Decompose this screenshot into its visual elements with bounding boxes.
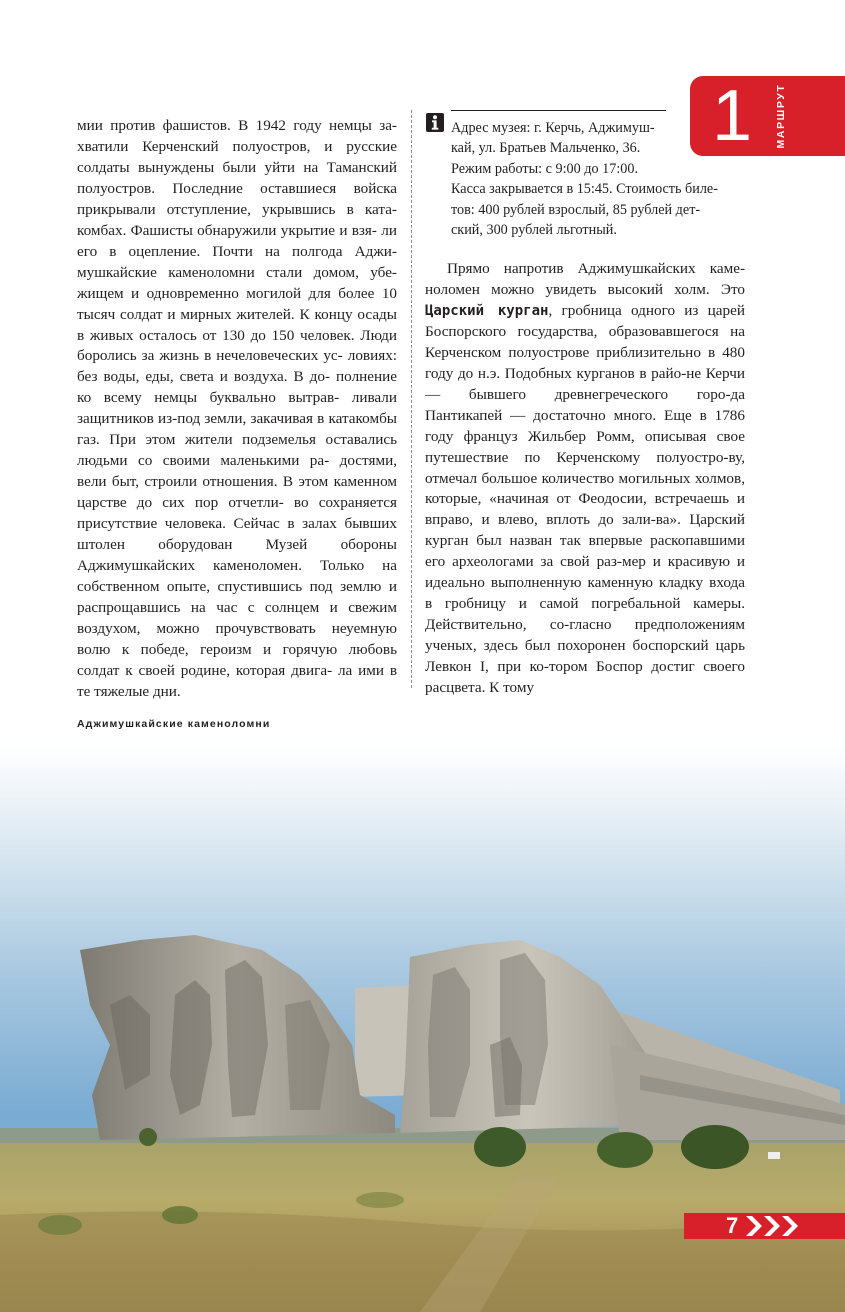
highlighted-term: Царский курган xyxy=(425,302,549,319)
left-paragraph: мии против фашистов. В 1942 году немцы за- хватили Керченский полуостров, и русские солдаты вынуждены были уйти на Таманский полуостров. Последние оставшиеся войска прикрывали отступление, укрывшись в ката- комбах. Фашисты обнаружили укрытие и взя- ли его в оцепление. Почти на полгода Аджи- мушкайские каменоломни стали домом, убе- жищем и одновременно могилой для более 10 тысяч солдат и мирных жителей. К концу осады в живых осталось от 130 до 150 человек. Люди боролись за жизнь в нечеловеческих ус- ловиях: без воды, еды, света и воздуха. В до- полнение ко всему немцы буквально вытрав- ливали защитников из-под земли, закачивая в катакомбы газ. При этом жители подземелья оставались людьми со своими маленькими ра- достями, вели быт, строили отношения. В этом каменном царстве до сих пор отчетли- во сохраняется присутствие человека. Сейчас в залах бывших штолен оборудован Музей обороны Аджимушкайских каменоломен. Только на собственном опыте, спустившись под землю и распрощавшись на час с солнцем и свежим воздухом, можно прочувствовать неуемную волю к победе, героизм и горячую любовь солдат к своей родине, которая двига- ла ими в те тяжелые дни. xyxy=(77,117,398,700)
right-column xyxy=(425,259,745,699)
route-label: МАРШРУТ xyxy=(775,83,787,149)
column-divider xyxy=(411,110,412,688)
info-box-rule xyxy=(451,110,666,111)
info-line: ский, 300 рублей льготный. xyxy=(451,222,617,239)
info-line: Касса закрывается в 15:45. Стоимость биле- xyxy=(451,181,718,198)
page-number: 7 xyxy=(726,1213,739,1238)
route-number: 1 xyxy=(712,76,753,156)
photo-caption: Аджимушкайские каменоломни xyxy=(77,718,271,730)
info-line: Адрес музея: г. Керчь, Аджимуш- xyxy=(451,120,655,136)
info-icon xyxy=(426,113,444,132)
right-paragraph: Прямо напротив Аджимушкайских каме-ноломен можно увидеть высокий холм. Это Царский курган, гробница одного из царей Боспорского государства, образовавшегося на Керченском полуострове приблизительно в 480 году до н.э. Подобных курганов в райо-не Керчи — бывшего древнегреческого горо-да Пантикапей — достаточно много. Еще в 1786 году француз Жильбер Ромм, описывая свое путешествие по Керченскому полуостро-ву, отмечал большое количество могильных холмов, которые, «начиная от Феодосии, встречаешь и вправо, и влево, вплоть до зали-ва». Царский курган был назван так впервые раскопавшими его археологами за свой раз-мер и красивую и идеально выполненную каменную кладку входа в гробницу и самой погребальной камеры. Действительно, со-гласно предположениям ученых, здесь был похоронен боспорский царь Левкон I, при ко-тором Боспор достиг своего расцвета. К тому xyxy=(425,260,745,697)
info-line: Режим работы: с 9:00 до 17:00. xyxy=(451,160,638,177)
chevrons-right-icon xyxy=(744,1213,804,1239)
left-column xyxy=(77,116,397,703)
info-line: тов: 400 рублей взрослый, 85 рублей дет- xyxy=(451,201,701,218)
info-line: кай, ул. Братьев Мальченко, 36. xyxy=(451,140,641,157)
